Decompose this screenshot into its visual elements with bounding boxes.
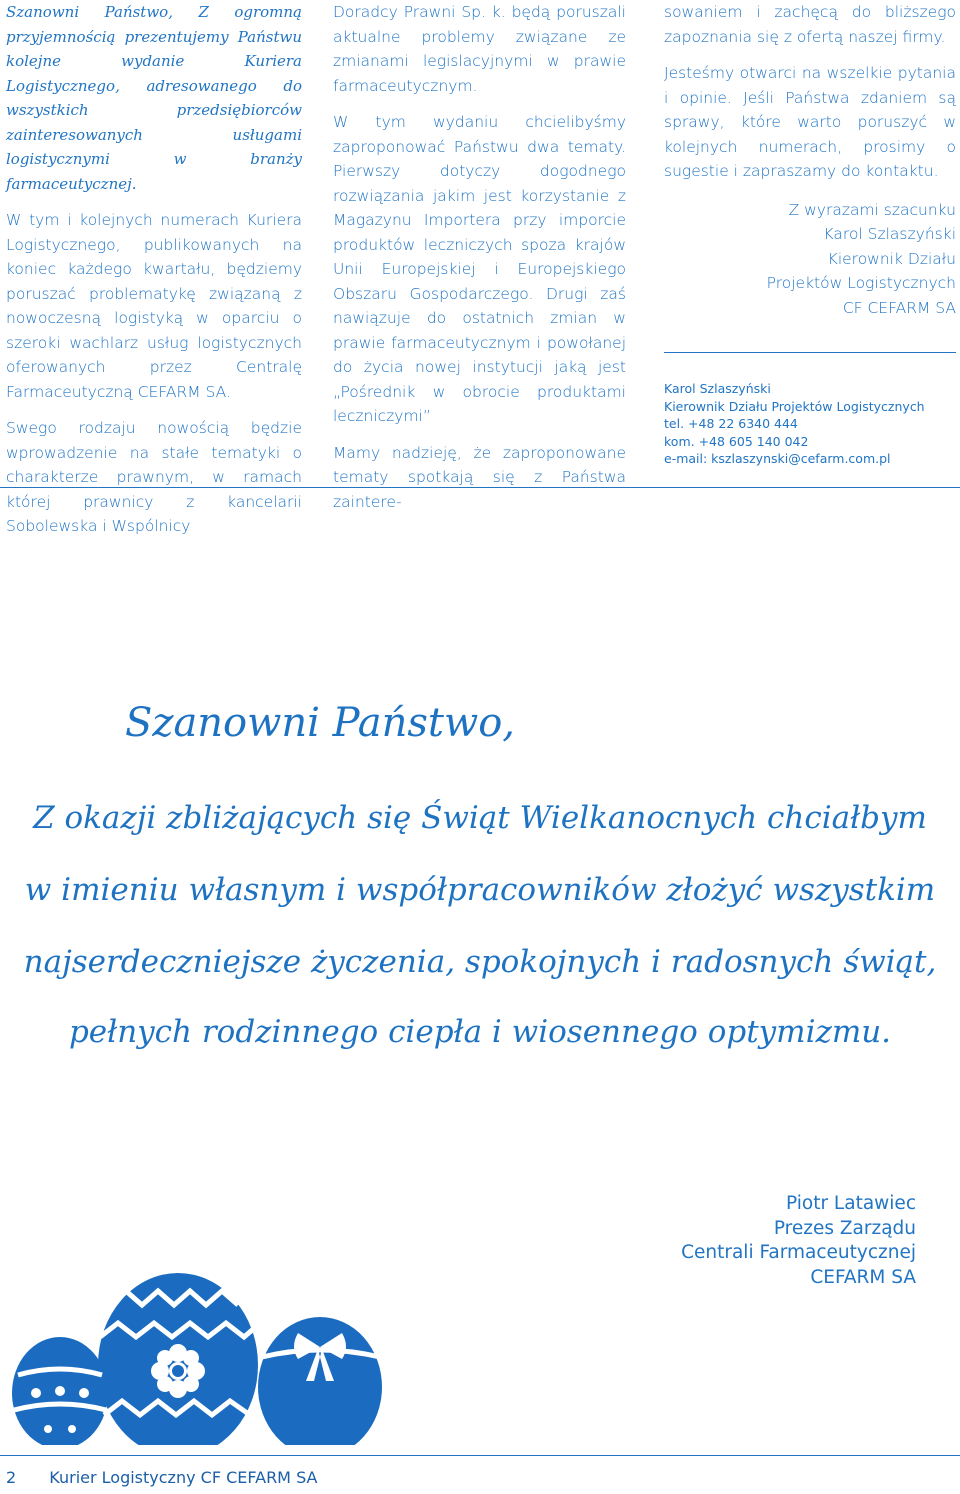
easter-eggs-illustration <box>0 1265 390 1445</box>
egg-icon <box>258 1317 382 1445</box>
greeting-signature <box>681 1192 916 1290</box>
column2-paragraph-2: W tym wydaniu chcielibyśmy zaproponować Państwu dwa tematy. Pierwszy dotyczy dogodnego rozwiązania jakim jest korzystanie z Magazynu Importera przy imporcie produktów leczniczych spoza krajów Unii Europejskiej i Europejskiego Obszaru Gospodarczego. Drugi zaś nawiązuje do ostatnich zmian w prawie farmaceutycznym i powołanej do życia nowej instytucji jaką jest „Pośrednik w obrocie produktami leczniczymi” <box>333 113 626 425</box>
greeting-line: w imieniu własnym i współpracowników złożyć wszystkim <box>24 872 936 908</box>
column1-paragraph-1: W tym i kolejnych numerach Kuriera Logistycznego, publikowanych na koniec każdego kwartału, będziemy poruszać problematykę związaną z nowoczesną logistyką w oparciu o szeroki wachlarz usług logistycznych oferowanych przez Centralę Farmaceutyczną CEFARM SA. <box>6 211 302 401</box>
signoff-block <box>664 198 956 321</box>
column-1 <box>6 0 302 551</box>
column2-paragraph-3: Mamy nadzieję, że zaproponowane tematy spotkają się z Państwa zaintere- <box>333 443 626 511</box>
greeting-line: Z okazji zbliżających się Świąt Wielkanocnych chciałbym <box>33 800 927 836</box>
column1-paragraph-2: Swego rodzaju nowością będzie wprowadzenie na stałe tematyki o charakterze prawnym, w ramach której prawnicy z kancelarii Sobolewska i Wspólnicy <box>6 419 302 535</box>
signature-line: Piotr Latawiec <box>785 1193 916 1214</box>
signoff-line: Karol Szlaszyński <box>823 225 956 243</box>
signoff-line: Z wyrazami szacunku <box>788 200 956 219</box>
contact-divider <box>664 352 956 353</box>
contact-phone: tel. +48 22 6340 444 <box>664 416 798 431</box>
contact-mobile: kom. +48 605 140 042 <box>664 433 809 449</box>
signature-line: CEFARM SA <box>810 1266 916 1288</box>
signature-line: Centrali Farmaceutycznej <box>681 1242 916 1263</box>
greeting-line: pełnych rodzinnego ciepła i wiosennego optymizmu. <box>68 1014 892 1050</box>
signoff-line: CF CEFARM SA <box>842 298 956 317</box>
contact-title: Kierownik Działu Projektów Logistycznych <box>664 398 925 414</box>
publication-name: Kurier Logistyczny CF CEFARM SA <box>49 1468 318 1487</box>
footer-divider <box>0 1455 960 1456</box>
contact-block <box>664 380 925 468</box>
intro-paragraph: Szanowni Państwo, Z ogromną przyjemnością prezentujemy Państwu kolejne wydanie Kuriera Logistycznego, adresowanego do wszystkich przedsiębiorców zainteresowanych usługami logistycznymi w branży farmaceutycznej. <box>6 3 302 193</box>
page-number: 2 <box>6 1468 17 1487</box>
contact-email[interactable]: e-mail: kszlaszynski@cefarm.com.pl <box>664 451 891 466</box>
page-footer <box>6 1468 345 1487</box>
column3-paragraph-2: Jesteśmy otwarci na wszelkie pytania i opinie. Jeśli Państwa zdaniem są sprawy, które warto poruszyć w kolejnych numerach, prosimy o sugestie i zapraszamy do kontaktu. <box>664 64 956 180</box>
greeting-salutation: Szanowni Państwo, <box>124 700 516 746</box>
greeting-line: najserdeczniejsze życzenia, spokojnych i radosnych świąt, <box>23 944 937 980</box>
signature-line: Prezes Zarządu <box>773 1217 916 1239</box>
contact-name: Karol Szlaszyński <box>664 381 771 396</box>
column3-paragraph-1: sowaniem i zachęcą do bliższego zapoznania się z ofertą naszej firmy. <box>664 3 956 46</box>
column-2 <box>333 0 626 526</box>
signoff-line: Projektów Logistycznych <box>766 274 956 292</box>
column-3 <box>664 0 956 320</box>
section-divider <box>0 487 960 488</box>
signoff-line: Kierownik Działu <box>827 249 956 268</box>
column2-paragraph-1: Doradcy Prawni Sp. k. będą poruszali aktualne problemy związane ze zmianami legislacyjnymi w prawie farmaceutycznym. <box>333 3 626 95</box>
